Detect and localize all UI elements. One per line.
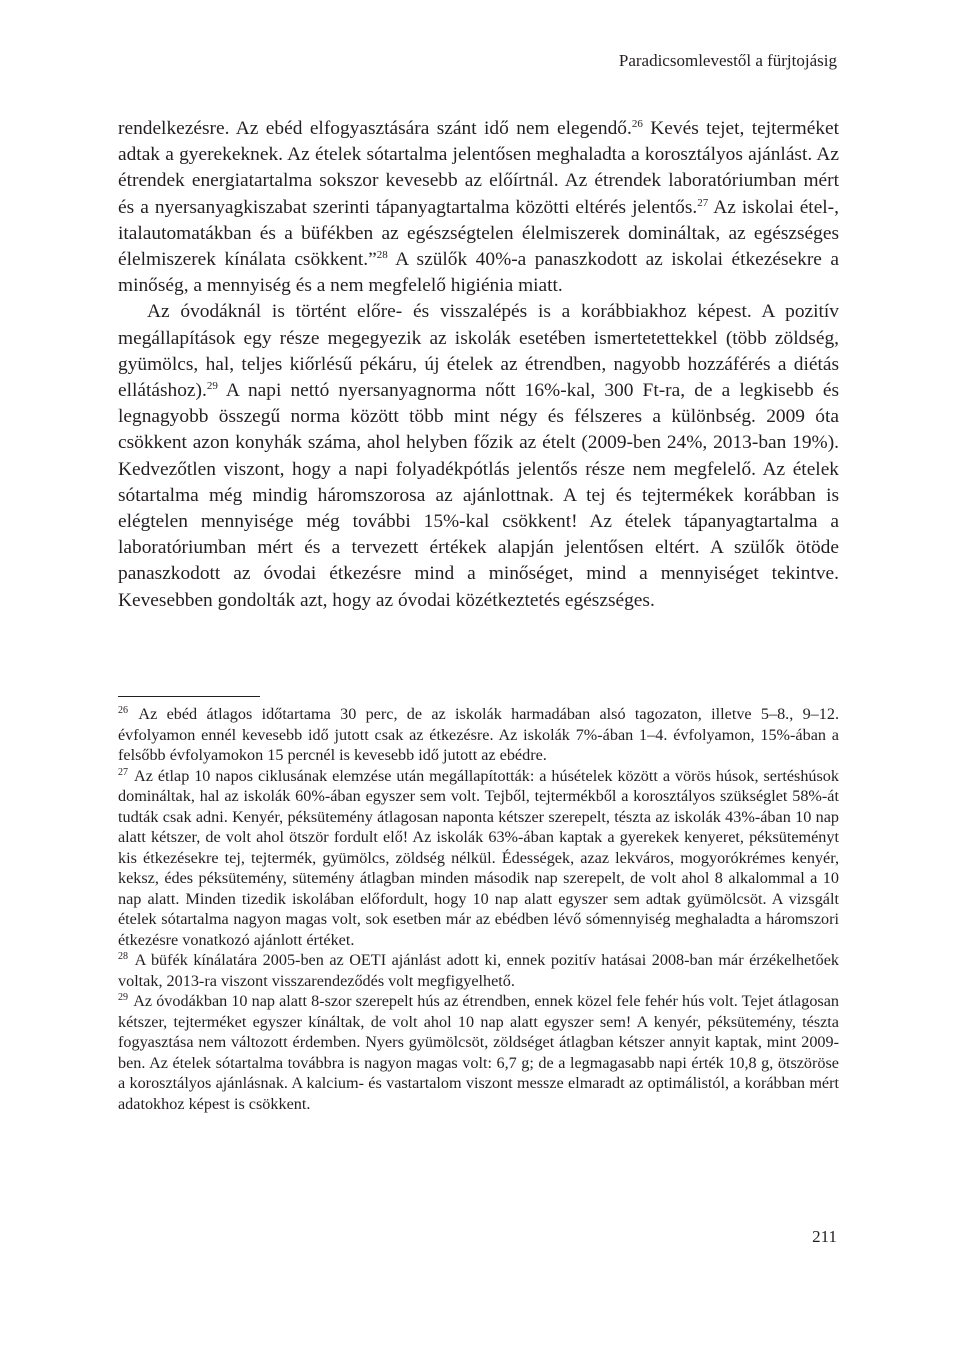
running-head: Paradicsomlevestől a fürjtojásig xyxy=(618,51,837,70)
footnote-text: Az óvodákban 10 nap alatt 8-szor szerepelt hús az étrendben, ennek közel fele fehér hús volt. Tejet átlagosan kétszer, tejterméket egyszer kínáltak, de volt ahol 10 nap alatt egyszer sem! A kenyér, péksütemény, tészta fogyasztása nem változott érdemben. Nyers gyümölcsöt, zöldséget átlagban kétszer annyit kaptak, mint 2009-ben. Az ételek sótartalma továbbra is nagyon magas volt: 6,7 g; de a legmagasabb napi érték 10,8 g, ötszöröse a korosztályos ajánlásnak. A kalcium- és vastartalom viszont messze elmaradt az optimálistól, a korábban mért adatokhoz képest is csökkent. xyxy=(118,992,839,1113)
paragraph-1-text-1: rendelkezésre. Az ebéd elfogyasztására szánt idő nem elegendő. xyxy=(118,118,632,139)
footnote-28 xyxy=(118,950,839,991)
footnote-ref-26[interactable]: 26 xyxy=(631,118,643,130)
footnote-number: 27 xyxy=(118,766,128,778)
footnotes xyxy=(118,704,839,1114)
footnote-ref-28[interactable]: 28 xyxy=(376,249,388,262)
footnote-ref-27[interactable]: 27 xyxy=(697,196,709,209)
footnote-text: A büfék kínálatára 2005-ben az OETI ajánlást adott ki, ennek pozitív hatásai 2008-ban már érzékelhetőek voltak, 2013-ra viszont visszarendeződés volt megfigyelhető. xyxy=(118,951,839,990)
footnote-ref-29[interactable]: 29 xyxy=(206,380,218,393)
footnote-number: 26 xyxy=(118,705,128,716)
footnote-number: 29 xyxy=(118,992,128,1003)
paragraph-2-text-2: A napi nettó nyersanyagnorma nőtt 16%-kal, 300 Ft-ra, de a legkisebb és legnagyobb összegű norma között több mint négy és félszeres a különbség. 2009 óta csökkent azon konyhák száma, ahol helyben főzik az ételt (2009-ben 24%, 2013-ban 19%). Kedvezőtlen viszont, hogy a napi folyadékpótlás jelentős része nem megfelelő. Az ételek sótartalma még mindig háromszorosa az ajánlottnak. A tej és tejtermékek korábban is elégtelen mennyisége még további 15%-kal csökkent! Az ételek tápanyagtartalma a laboratóriumban mért és a tervezett értékek alapján jelentősen eltért. A szülők ötöde panaszkodott az óvodai étkezésre mind a minőséget, mind a mennyiséget tekintve. Kevesebben gondolták azt, hogy az óvodai közétkeztetés egészséges. xyxy=(118,380,839,611)
footnote-separator xyxy=(118,696,260,697)
footnote-26 xyxy=(118,704,839,766)
page-number: 211 xyxy=(812,1227,837,1246)
footnote-text: Az ebéd átlagos időtartama 30 perc, de az iskolák harmadában alsó tagozaton, illetve 5–8., 9–12. évfolyamon ennél kevesebb idő jutott csak az étkezésre. Az iskolák 7%-ában 1–4. évfolyamon, 15%-ában a felsőbb évfolyamokon 15 percnél is kevesebb idő jutott az ebédre. xyxy=(118,705,839,764)
paragraph-2-text-1: Az óvodáknál is történt előre- és visszalépés is a korábbiakhoz képest. A pozitív megállapítások egy része megegyezik az iskolák esetében ismertetettekkel (több zöldség, gyümölcs, hal, teljes kiőrlésű pékáru, új ételek az étrendben, nagyobb hozzáférés a diétás ellátáshoz). xyxy=(118,301,839,402)
paragraph-1-text-4: A szülők 40%-a panaszkodott az iskolai étkezésekre a minőség, a mennyiség és a nem megfelelő higiénia miatt. xyxy=(118,249,839,297)
footnote-29 xyxy=(118,991,839,1114)
footnote-text: Az étlap 10 napos ciklusának elemzése után megállapították: a húsételek között a vörös húsok, sertéshúsok domináltak, hal az iskolák 60%-ában egyszer sem volt. Tejből, tejtermékből a korosztályos szükséglet 58%-át tudták csak adni. Kenyér, péksütemény átlagosan naponta kétszer szerepelt, tészta az iskolák 43%-ában 10 nap alatt kétszer, de volt ahol ötször fordult elő! Az iskolák 63%-ában kaptak a gyerekek kenyeret, péksüteményt kis étkezésekre tej, tejtermék, gyümölcs, zöldség nélkül. Édességek, azaz lekváros, mogyorókrémes kenyér, keksz, édes péksütemény, sütemény átlagban minden második nap szerepelt, de volt ahol 8 alkalommal a 10 nap alatt. Minden tizedik iskolában előfordult, hogy 10 nap alatt egyszer sem adtak gyümölcsöt. A vizsgált ételek sótartalma nagyon magas volt, sok esetben már az ebédben lévő sómennyiség meghaladta a háromszori étkezésre vonatkozó ajánlott értéket. xyxy=(118,766,839,949)
footnote-27 xyxy=(118,766,839,951)
footnote-number: 28 xyxy=(118,951,128,962)
paragraph-1 xyxy=(118,116,839,299)
paragraph-2 xyxy=(118,299,839,613)
main-text xyxy=(118,116,839,614)
paragraph-1-text-2: Kevés tejet, tejterméket adtak a gyerekeknek. Az ételek sótartalma jelentősen meghaladta a korosztályos ajánlást. Az étrendek energiatartalma sokszor kevesebb az előírtnál. Az étrendek laboratóriumban mért és a nyersanyagkiszabat szerinti tápanyagtartalma közötti eltérés jelentős. xyxy=(118,118,840,218)
paragraph-1-text-3: Az iskolai étel-, italautomatákban és a büfékben az egészségtelen élelmiszerek domináltak, az egészséges élelmiszerek kínálata csökkent.” xyxy=(118,196,839,271)
